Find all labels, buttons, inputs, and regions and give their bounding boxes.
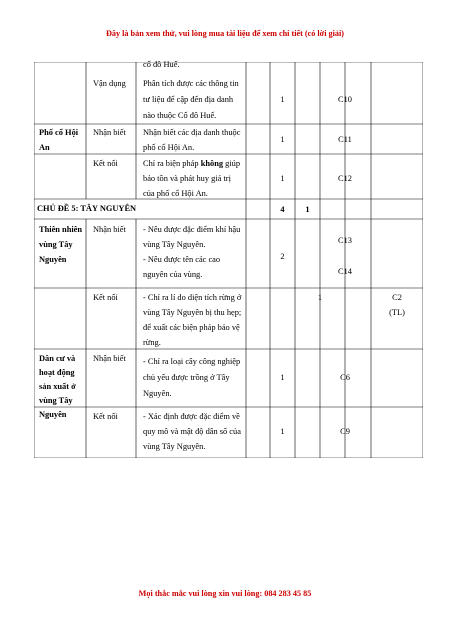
watermark-bottom: Mọi thắc mắc vui lòng xin vui lòng: 084 283 45 85 bbox=[138, 589, 312, 598]
section-total: 4 bbox=[280, 205, 285, 214]
table-cell bbox=[143, 157, 240, 170]
table-cell: - Xác định được đặc điểm về bbox=[143, 412, 240, 421]
topic-line: Nguyên bbox=[39, 410, 67, 419]
table-cell: để xuất các biện pháp bảo vệ bbox=[143, 323, 240, 332]
table-cell: nào thuộc Cố đô Huế. bbox=[143, 111, 217, 120]
table-cell: rừng. bbox=[143, 338, 161, 347]
level-cell: Kết nối bbox=[93, 293, 118, 302]
table-cell: - Chỉ ra lí do diện tích rừng ở bbox=[143, 293, 242, 302]
matrix-table bbox=[34, 62, 423, 458]
topic-line: Nguyên bbox=[39, 255, 67, 264]
table-cell: - Nêu được tên các cao bbox=[143, 255, 221, 264]
table-cell: vùng Tây Nguyên. bbox=[143, 240, 206, 249]
question-cell: C13 bbox=[338, 236, 352, 245]
count-cell: 1 bbox=[280, 135, 285, 144]
topic-line: An bbox=[39, 143, 50, 152]
table-cell: vùng Tây Nguyên bị thu hẹp; bbox=[143, 308, 242, 317]
question-cell: C11 bbox=[338, 135, 352, 144]
question-cell: C14 bbox=[338, 267, 352, 276]
table-cell: nguyên của vùng. bbox=[143, 270, 203, 279]
question-cell: C2 bbox=[392, 293, 402, 302]
count-cell: 1 bbox=[317, 293, 323, 302]
topic-line: vùng Tây bbox=[39, 396, 73, 405]
table-cell: Nhận biết các địa danh thuộc bbox=[143, 128, 241, 137]
table-cell: bảo tồn và phát huy giá trị bbox=[143, 174, 231, 183]
question-cell: C9 bbox=[340, 427, 350, 436]
table-cell: - Nêu được đặc điểm khí hậu bbox=[143, 225, 241, 234]
section-title: CHỦ ĐỀ 5: TÂY NGUYÊN bbox=[37, 204, 137, 213]
topic-line: sản xuất ở bbox=[39, 382, 76, 391]
count-cell: 1 bbox=[280, 95, 285, 104]
topic-line: hoạt động bbox=[39, 368, 75, 377]
question-cell: C10 bbox=[338, 95, 352, 104]
topic-line: Dân cư và bbox=[39, 354, 76, 363]
level-cell: Nhận biết bbox=[93, 354, 126, 363]
table-cell: phố cổ Hội An. bbox=[143, 143, 195, 152]
table-cell: cố đô Huế. bbox=[143, 60, 180, 69]
level-cell: Vận dụng bbox=[93, 79, 126, 88]
table-cell: quy mô và mật độ dân số của bbox=[143, 427, 241, 436]
table-cell: vùng Tây Nguyên. bbox=[143, 442, 206, 451]
topic-line: Phố cổ Hội bbox=[39, 128, 79, 137]
question-cell: (TL) bbox=[389, 308, 405, 317]
table-cell: Nguyên. bbox=[143, 389, 172, 398]
table-cell: tư liệu để cập đến địa danh bbox=[143, 95, 234, 104]
section-total: 1 bbox=[305, 205, 310, 214]
level-cell: Nhận biết bbox=[93, 128, 126, 137]
level-cell: Kết nối bbox=[93, 412, 118, 421]
topic-cell bbox=[39, 141, 50, 154]
question-cell: C12 bbox=[338, 174, 352, 183]
topic-line: Thiên nhiên bbox=[39, 225, 83, 234]
table-cell: chủ yếu được trồng ở Tây bbox=[143, 373, 230, 382]
topic-line: vùng Tây bbox=[39, 240, 73, 249]
text-part: Chỉ ra biện pháp bbox=[143, 159, 201, 168]
table-cell: Phân tích được các thông tin bbox=[143, 79, 239, 88]
count-cell: 1 bbox=[280, 427, 285, 436]
table-cell: - Chỉ ra loại cây công nghiệp bbox=[143, 357, 241, 366]
question-cell: C6 bbox=[340, 373, 350, 382]
text-part: giúp bbox=[223, 159, 241, 168]
level-cell: Kết nối bbox=[93, 159, 118, 168]
count-cell: 2 bbox=[280, 252, 285, 261]
watermark-top: Đây là bản xem thử, vui lòng mua tài liệu để xem chi tiết (có lời giải) bbox=[105, 29, 344, 38]
table-cell: của phố cổ Hội An. bbox=[143, 189, 208, 198]
level-cell: Nhận biết bbox=[93, 225, 126, 234]
count-cell: 1 bbox=[280, 373, 285, 382]
count-cell: 1 bbox=[280, 174, 285, 183]
topic-cell bbox=[39, 126, 78, 139]
emphasis-text: không bbox=[200, 159, 224, 168]
